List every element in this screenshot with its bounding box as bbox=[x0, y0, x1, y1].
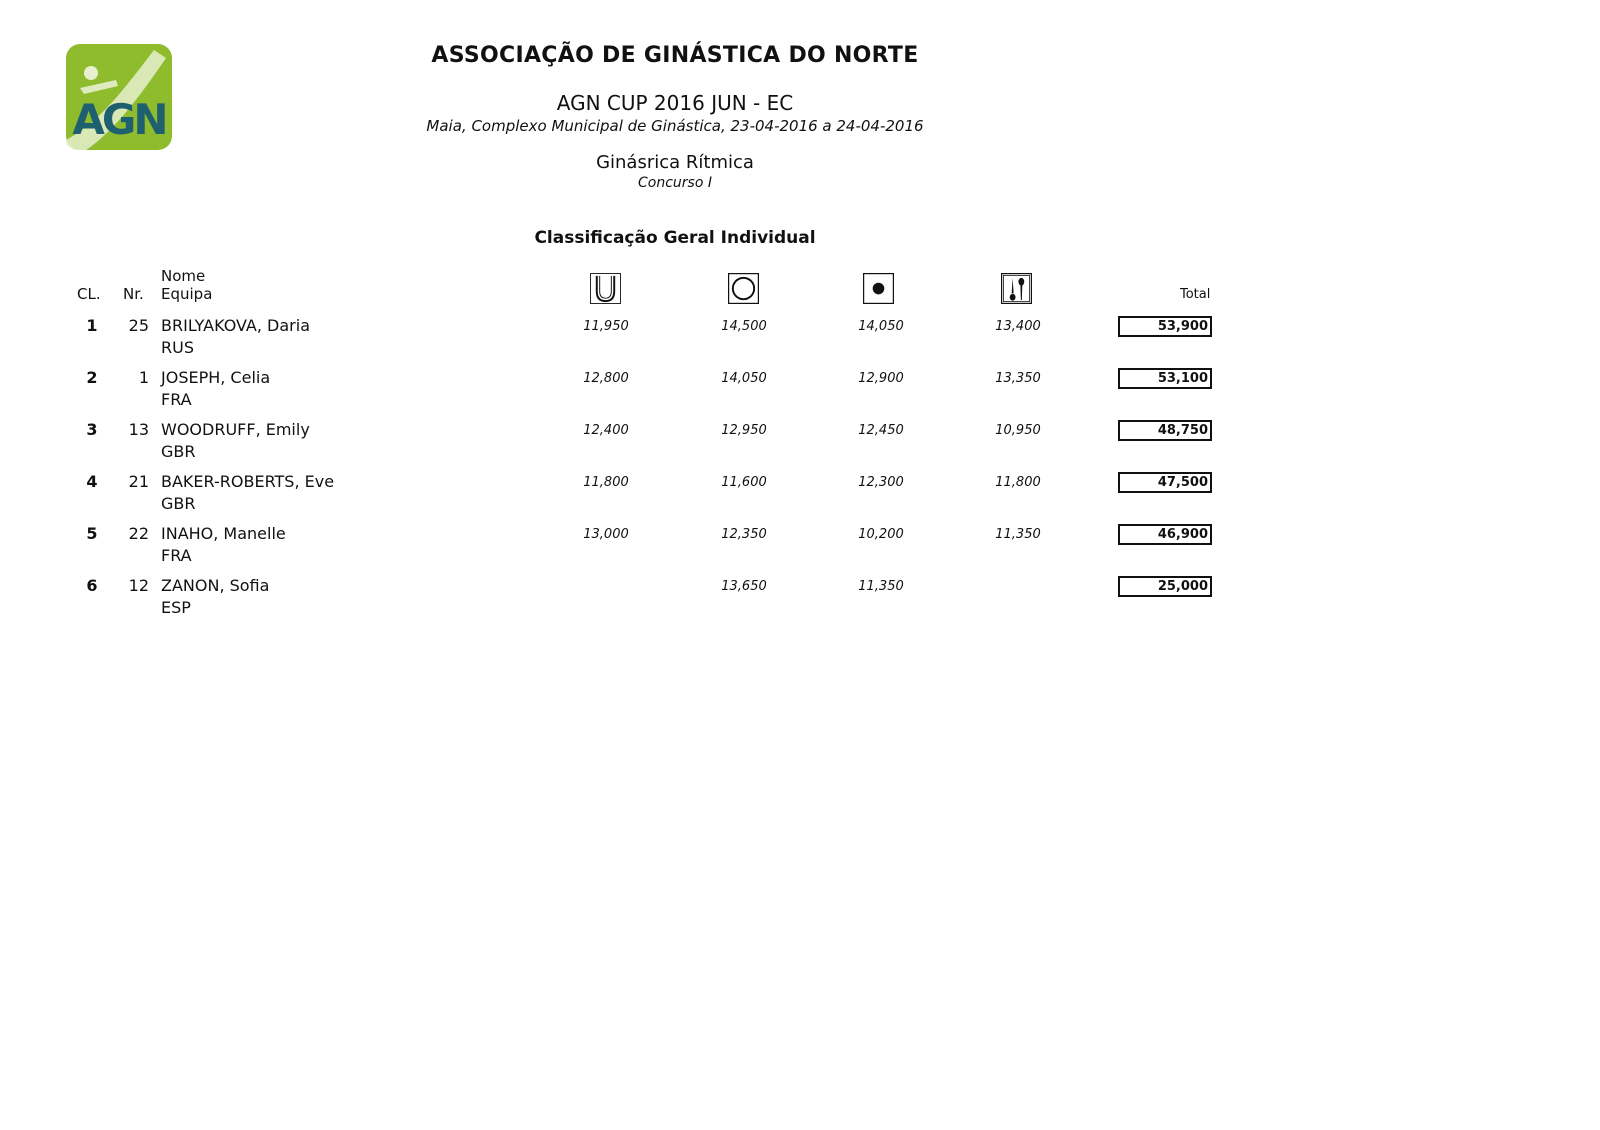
athlete-number: 25 bbox=[128, 316, 149, 335]
athlete-name: JOSEPH, Celia bbox=[161, 368, 271, 387]
rank: 1 bbox=[86, 316, 98, 335]
athlete-number: 13 bbox=[128, 420, 149, 439]
ball-score: 10,200 bbox=[858, 527, 904, 542]
hoop-score: 14,500 bbox=[721, 319, 767, 334]
hoop-score: 12,950 bbox=[721, 423, 767, 438]
hoop-score: 14,050 bbox=[721, 371, 767, 386]
athlete-name: BAKER-ROBERTS, Eve bbox=[161, 472, 335, 491]
athlete-name: INAHO, Manelle bbox=[161, 524, 286, 543]
athlete-number: 12 bbox=[128, 576, 149, 595]
venue-info: Maia, Complexo Municipal de Ginástica, 23-04-2016 a 24-04-2016 bbox=[426, 117, 924, 135]
column-header-equipa: Equipa bbox=[161, 285, 213, 303]
team: RUS bbox=[161, 338, 194, 357]
rope-score: 12,800 bbox=[583, 371, 629, 386]
athlete-number: 1 bbox=[138, 368, 149, 387]
rope-icon bbox=[590, 273, 621, 304]
total-score: 53,100 bbox=[1118, 368, 1212, 389]
rope-score: 11,950 bbox=[583, 319, 629, 334]
table-row bbox=[0, 417, 1600, 469]
total-score: 46,900 bbox=[1118, 524, 1212, 545]
rank: 3 bbox=[86, 420, 98, 439]
clubs-score: 13,350 bbox=[995, 371, 1041, 386]
total-score: 48,750 bbox=[1118, 420, 1212, 441]
clubs-score: 11,800 bbox=[995, 475, 1041, 490]
column-header-cl: CL. bbox=[77, 285, 101, 303]
table-row bbox=[0, 521, 1600, 573]
rope-score: 13,000 bbox=[583, 527, 629, 542]
hoop-score: 12,350 bbox=[721, 527, 767, 542]
rope-score: 12,400 bbox=[583, 423, 629, 438]
table-row bbox=[0, 469, 1600, 521]
classification-title: Classificação Geral Individual bbox=[534, 228, 816, 248]
rank: 5 bbox=[86, 524, 98, 543]
organization-title: ASSOCIAÇÃO DE GINÁSTICA DO NORTE bbox=[431, 43, 919, 68]
total-score: 25,000 bbox=[1118, 576, 1212, 597]
clubs-score: 10,950 bbox=[995, 423, 1041, 438]
column-header-nr: Nr. bbox=[123, 285, 144, 303]
team: FRA bbox=[161, 546, 192, 565]
clubs-score: 11,350 bbox=[995, 527, 1041, 542]
hoop-score: 13,650 bbox=[721, 579, 767, 594]
team: GBR bbox=[161, 494, 196, 513]
rank: 6 bbox=[86, 576, 98, 595]
rank: 4 bbox=[86, 472, 98, 491]
team: ESP bbox=[161, 598, 191, 617]
ball-score: 12,900 bbox=[858, 371, 904, 386]
ball-score: 14,050 bbox=[858, 319, 904, 334]
rank: 2 bbox=[86, 368, 98, 387]
total-score: 53,900 bbox=[1118, 316, 1212, 337]
table-row bbox=[0, 313, 1600, 365]
event-title: AGN CUP 2016 JUN - EC bbox=[556, 91, 794, 115]
table-row bbox=[0, 573, 1600, 625]
athlete-name: WOODRUFF, Emily bbox=[161, 420, 310, 439]
clubs-score: 13,400 bbox=[995, 319, 1041, 334]
clubs-icon bbox=[1001, 273, 1032, 304]
ball-score: 11,350 bbox=[858, 579, 904, 594]
team: FRA bbox=[161, 390, 192, 409]
total-score: 47,500 bbox=[1118, 472, 1212, 493]
logo-text: AGN bbox=[72, 95, 166, 144]
table-row bbox=[0, 365, 1600, 417]
hoop-score: 11,600 bbox=[721, 475, 767, 490]
competition-subtitle: Concurso I bbox=[638, 175, 712, 191]
ball-score: 12,300 bbox=[858, 475, 904, 490]
agn-logo bbox=[66, 44, 172, 150]
discipline-title: Ginásrica Rítmica bbox=[596, 152, 754, 173]
team: GBR bbox=[161, 442, 196, 461]
athlete-number: 21 bbox=[128, 472, 149, 491]
athlete-name: BRILYAKOVA, Daria bbox=[161, 316, 310, 335]
athlete-name: ZANON, Sofia bbox=[161, 576, 270, 595]
athlete-number: 22 bbox=[128, 524, 149, 543]
hoop-icon bbox=[728, 273, 759, 304]
column-header-nome: Nome bbox=[161, 267, 206, 285]
ball-score: 12,450 bbox=[858, 423, 904, 438]
column-header-total: Total bbox=[1180, 287, 1211, 302]
ball-icon bbox=[863, 273, 894, 304]
rope-score: 11,800 bbox=[583, 475, 629, 490]
